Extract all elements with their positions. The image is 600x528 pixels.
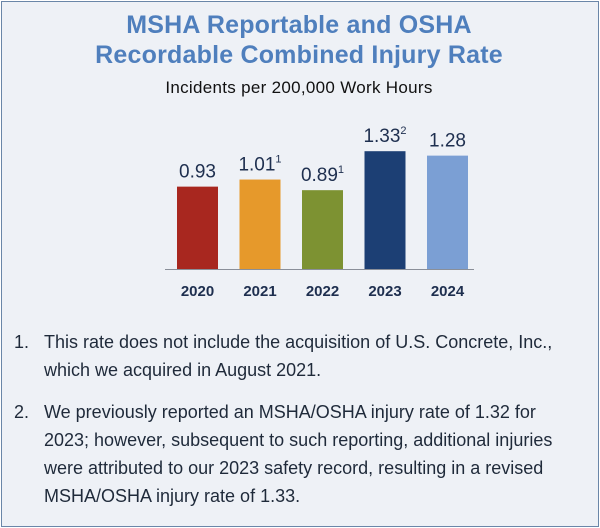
x-tick-label-2021: 2021 — [243, 283, 277, 300]
bar-value-label-2020: 0.93 — [179, 161, 216, 183]
bar-2024 — [427, 156, 468, 269]
footnote-2 — [14, 398, 584, 510]
footnote-1-text: This rate does not include the acquisition of U.S. Concrete, Inc., which we acquired in August 2021. — [44, 332, 553, 380]
x-tick-label-2022: 2022 — [305, 283, 340, 300]
footnote-1 — [14, 328, 584, 384]
x-tick-labels — [181, 283, 465, 300]
footnote-1-number: 1. — [14, 332, 30, 352]
footnote-mark-2023: 2 — [400, 125, 407, 138]
bar-2021 — [240, 180, 281, 269]
footnote-2-number: 2. — [14, 402, 30, 422]
bar-value-label-2023: 1.33$^2$ — [363, 125, 407, 148]
x-tick-label-2020: 2020 — [180, 283, 215, 300]
bar-2020 — [177, 187, 218, 269]
footnote-mark-2022: 1 — [337, 164, 345, 177]
footnote-mark-2021: 1 — [275, 153, 282, 166]
chart-title-line-2: Recordable Combined Injury Rate — [95, 41, 503, 69]
x-tick-label-2024: 2024 — [430, 283, 465, 300]
chart-subtitle: Incidents per 200,000 Work Hours — [165, 78, 433, 97]
bar-2023 — [365, 151, 406, 269]
footnotes-list — [14, 328, 584, 524]
footnote-2-text: We previously reported an MSHA/OSHA injury rate of 1.32 for 2023; however, subsequent to such reporting, additional injuries were attributed to our 2023 safety record, resulting in a revised MSHA/OSHA injury rate of 1.33. — [44, 402, 553, 506]
bars-group — [177, 125, 468, 269]
chart-title-line-1: MSHA Reportable and OSHA — [126, 11, 472, 39]
x-tick-label-2023: 2023 — [368, 283, 402, 300]
bar-value-label-2022: 0.89$^1$ — [300, 164, 345, 187]
bar-value-label-2021: 1.01$^1$ — [238, 153, 282, 176]
bar-2022 — [302, 190, 343, 269]
bar-value-label-2024: 1.28 — [429, 130, 466, 152]
